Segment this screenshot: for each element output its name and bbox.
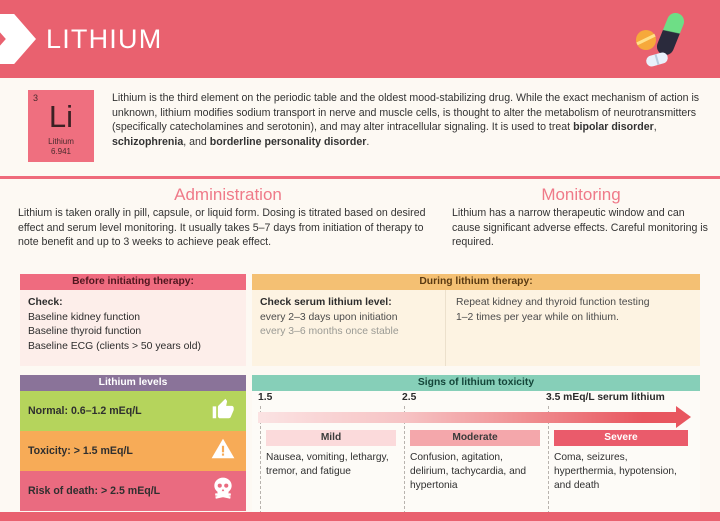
intro-paragraph [112, 91, 712, 149]
table-row [20, 471, 246, 511]
table-row [20, 391, 246, 431]
toxicity-level-label: Toxicity: > 1.5 mEq/L [28, 445, 133, 457]
toxicity-header: Signs of lithium toxicity [252, 375, 700, 391]
band-severe: Severe [554, 430, 688, 446]
bottom-bar [0, 512, 720, 521]
band-moderate: Moderate [410, 430, 540, 446]
toxicity-panel [252, 375, 700, 519]
axis-tick-labels [252, 391, 700, 406]
tablet-icon [645, 51, 669, 68]
intro-bold-bipolar: bipolar disorder [573, 121, 654, 134]
severity-descriptions [252, 451, 700, 501]
severity-bands [252, 430, 700, 446]
warning-triangle-icon [210, 436, 236, 467]
round-pill-icon [636, 30, 656, 50]
list-item: Baseline kidney function [28, 311, 141, 323]
desc-moderate: Confusion, agitation, delirium, tachycardia, and hypertonia [410, 452, 527, 491]
serum-level-label: Check serum lithium level: [260, 297, 392, 308]
serum-level-line-2: every 3–6 months once stable [260, 326, 399, 338]
severity-gradient-bar [258, 412, 676, 423]
intro-section [0, 78, 720, 174]
band-mild: Mild [266, 430, 396, 446]
during-therapy-body [252, 290, 700, 366]
page-title: LITHIUM [46, 24, 163, 54]
monitoring-body: Lithium has a narrow therapeutic window and can cause significant adverse effects. Careful monitoring is required. [452, 207, 708, 249]
element-symbol: Li [48, 99, 74, 134]
pills-icon [632, 6, 706, 68]
page-header [0, 0, 720, 78]
serum-level-line-1: every 2–3 days upon initiation [260, 311, 398, 323]
monitoring-title: Monitoring [541, 185, 621, 204]
check-label: Check: [28, 297, 63, 308]
axis-tick-2-5: 2.5 [402, 392, 417, 403]
risk-of-death-label: Risk of death: > 2.5 mEq/L [28, 485, 161, 497]
before-therapy-header: Before initiating therapy: [20, 274, 246, 290]
repeat-testing-line-2: 1–2 times per year while on lithium. [456, 311, 619, 323]
axis-tick-3-5: 3.5 mEq/L serum lithium [546, 392, 665, 403]
before-therapy-body [20, 290, 246, 366]
list-item: Baseline thyroid function [28, 326, 142, 338]
intro-end: . [366, 135, 370, 148]
list-item: Baseline ECG (clients > 50 years old) [28, 340, 201, 352]
element-name: Lithium [48, 137, 74, 146]
section-divider [0, 176, 720, 179]
intro-part1: Lithium is the third element on the periodic table and the oldest mood-stabilizing drug. While the exact mechanism of action is unknown, lithium modifies sodium transport in nerve and muscle cells, is thought to alter the metabolism of neurotransmitters (specifically catecholamines and serotonin), and may alter intracellular signaling. It is used to treat [112, 92, 700, 134]
atomic-number: 3 [33, 93, 39, 103]
severity-arrow [252, 406, 700, 428]
monitoring-section [452, 184, 710, 250]
capsule-icon [654, 10, 686, 57]
during-therapy-header: During lithium therapy: [252, 274, 700, 290]
administration-body: Lithium is taken orally in pill, capsule, or liquid form. Dosing is titrated based on desired effect and serum level monitoring. It usually takes 5–7 days from initiation of therapy to note benefit and up to 3 weeks to achieve peak effect. [18, 207, 426, 249]
intro-mid1: , [653, 121, 657, 134]
lithium-levels-header: Lithium levels [20, 375, 246, 391]
table-row [20, 431, 246, 471]
during-therapy-panel [252, 274, 700, 366]
intro-bold-schizophrenia: schizophrenia [112, 135, 184, 148]
normal-level-label: Normal: 0.6–1.2 mEq/L [28, 405, 142, 417]
intro-bold-borderline: borderline personality disorder [209, 135, 367, 148]
periodic-element-tile [28, 90, 94, 162]
desc-severe: Coma, seizures, hyperthermia, hypotension, and death [554, 452, 677, 491]
administration-title: Administration [174, 185, 282, 204]
serum-level-column [252, 290, 446, 366]
intro-mid2: , and [183, 135, 210, 148]
repeat-testing-column [446, 290, 700, 366]
atomic-weight: 6.941 [50, 147, 72, 156]
thumbs-up-icon [210, 396, 236, 427]
administration-section [18, 184, 438, 250]
repeat-testing-line-1: Repeat kidney and thyroid function testing [456, 297, 650, 308]
axis-tick-1-5: 1.5 [258, 392, 273, 403]
chevron-right-icon [0, 14, 36, 64]
arrow-head-icon [676, 406, 691, 428]
skull-crossbones-icon [210, 476, 236, 507]
before-therapy-panel [20, 274, 246, 366]
toxicity-chart [252, 391, 700, 519]
lithium-levels-panel [20, 375, 246, 511]
desc-mild: Nausea, vomiting, lethargy, tremor, and fatigue [266, 452, 389, 477]
